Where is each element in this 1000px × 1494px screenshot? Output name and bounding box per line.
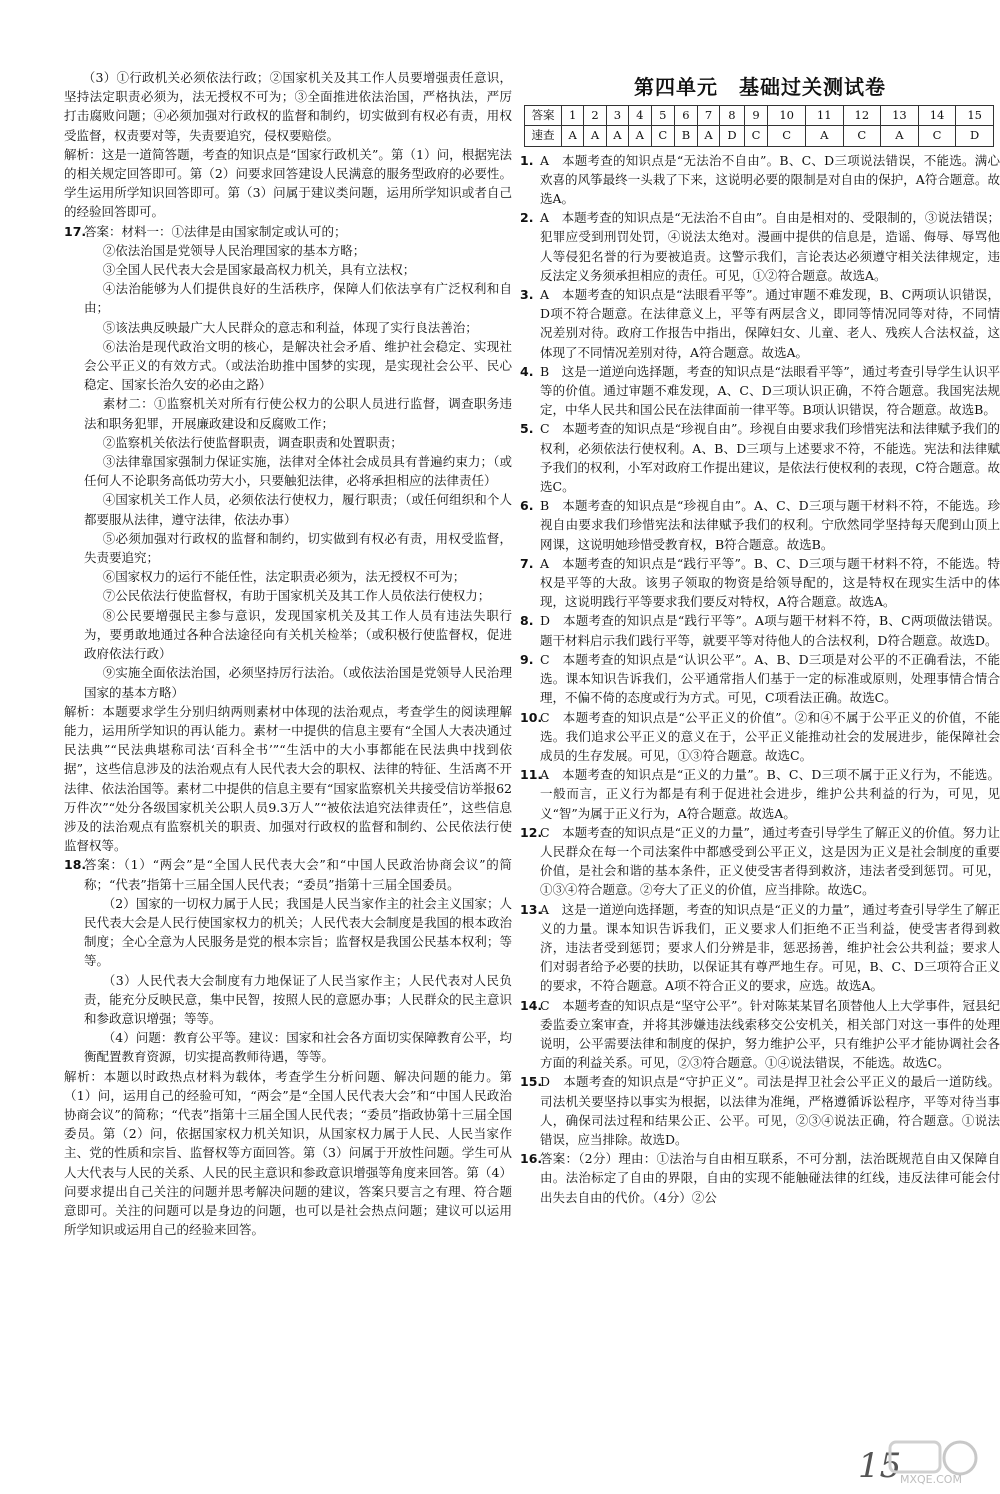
question-18 xyxy=(64,855,512,1066)
item-text: C 本题考查的知识点是“公平正义的价值”。②和④不属于公平正义的价值，不能选。我们追求公平正义的意义在于，公平正义能推动社会的发展进步，能保障社会成员的生存发展。可见，①③符合题意。故选C。 xyxy=(540,709,1000,763)
item-number: 14. xyxy=(520,997,543,1013)
explanation-item xyxy=(520,208,1000,285)
item-text: C 本题考查的知识点是“认识公平”。A、B、D三项是对公平的不正确看法，不能选。课本知识告诉我们，公平通常指人们基于一定的标准或原则，处理事情合情合理，不偏不倚的态度或行为方式。可见，C项看法正确。故选C。 xyxy=(540,651,1000,706)
answer-number: 13 xyxy=(881,106,919,126)
explanation-item xyxy=(520,765,1000,823)
left-column xyxy=(64,68,512,1239)
item-text: A 这是一道逆向选择题，考查的知识点是“正义的力量”，通过考查引导学生了解正义的力量。课本知识告诉我们，正义要求人们拒绝不正当利益，使受害者得到救济，违法者受到惩罚；要求人们分辨是非，惩恶扬善，维护社会公共利益；要求人们对弱者给予必要的扶助，以保证其有尊严地生存。可见，B、C、D三项符合正义的要求，不符合题意。A项不符合正义的要求，应选。故选A。 xyxy=(540,901,1000,994)
item-number: 9. xyxy=(520,651,534,667)
explanation-item xyxy=(520,1149,1000,1207)
explanation-item xyxy=(520,650,1000,708)
answer-number: 14 xyxy=(918,106,956,126)
answer-number: 12 xyxy=(843,106,881,126)
answer-letter: C xyxy=(843,126,881,146)
explanation-item xyxy=(520,996,1000,1073)
explanation-item xyxy=(520,708,1000,766)
unit-title: 第四单元 基础过关测试卷 xyxy=(634,75,886,99)
item-text: C 本题考查的知识点是“珍视自由”。珍视自由要求我们珍惜宪法和法律赋予我们的权利，必须依法行使权利。A、B、D三项与上述要求不符，不能选。宪法和法律赋予我们的权利，小军对政府工作提出建议，是依法行使权利的表现，C符合题意。故选C。 xyxy=(540,421,1000,495)
answer-line: ⑥国家权力的运行不能任性，法定职责必须为，法无授权不可为； xyxy=(102,569,466,585)
answer-line: ⑧公民要增强民主参与意识，发现国家机关及其工作人员有违法失职行为，要勇敢地通过各种合法途径向有关机关检举；（或积极行使监督权，促进政府依法行政） xyxy=(84,607,512,662)
explanation-item xyxy=(520,362,1000,420)
right-column xyxy=(520,68,1000,1207)
answer-explanations xyxy=(520,151,1000,1207)
answer-line: ⑦公民依法行使监督权，有助于国家机关及其工作人员依法行使权力； xyxy=(102,588,491,604)
answer-line: （4）问题：教育公平等。建议：国家和社会各方面切实保障教育公平，均衡配置教育资源，切实提高教师待遇，等等。 xyxy=(84,1030,512,1065)
question-number: 17. xyxy=(64,223,87,239)
explanation-item xyxy=(520,496,1000,554)
item-text: B 这是一道逆向选择题，考查的知识点是“法眼看平等”，通过考查引导学生认识平等的价值。通过审题不难发现，A、C、D三项认识正确，不符合题意。我国宪法规定，中华人民共和国公民在法律面前一律平等。B项认识错误，符合题意。故选B。 xyxy=(540,363,1000,418)
answer-letter: B xyxy=(675,126,698,146)
item-number: 11. xyxy=(520,767,543,783)
answer-letter: A xyxy=(805,126,843,146)
explanation-item xyxy=(520,285,1000,362)
answer-number: 4 xyxy=(629,106,651,126)
item-text: A 本题考查的知识点是“法眼看平等”。通过审题不难发现，B、C两项认识错误，D项不符合题意。在法律意义上，平等有两层含义，即同等情况同等对待，不同情况差别对待。政府工作报告中指出，保障妇女、儿童、老人、残疾人合法权益，这体现了不同情况差别对待，A符合题意。故选A。 xyxy=(540,287,1000,360)
item-text: B 本题考查的知识点是“珍视自由”。A、C、D三项与题干材料不符，不能选。珍视自由要求我们珍惜宪法和法律赋予我们的权利。宁欣然同学坚持每天爬到山顶上网课，这说明她珍惜受教育权，B符合题意。故选B。 xyxy=(540,498,1000,552)
answer-number: 8 xyxy=(720,106,745,126)
answer-table-row-numbers xyxy=(525,106,994,126)
explanation-item xyxy=(520,554,1000,612)
answer-line: 素材二：①监察机关对所有行使公权力的公职人员进行监督，调查职务违法和职务犯罪，开展廉政建设和反腐败工作； xyxy=(84,396,512,431)
item-number: 13. xyxy=(520,901,543,917)
answer-letter: A xyxy=(606,126,628,146)
item-number: 16. xyxy=(520,1151,543,1167)
explanation-item xyxy=(520,419,1000,496)
answer-line: ⑥法治是现代政治文明的核心，是解决社会矛盾、维护社会稳定、实现社会公平正义的有效方式。（或法治助推中国梦的实现，是实现社会公平、民心稳定、国家长治久安的必由之路） xyxy=(84,338,512,393)
answer-table-label: 答案 xyxy=(525,106,562,126)
explanation-item xyxy=(520,823,1000,900)
item-text: 答案：（2分）理由：①法治与自由相互联系，不可分割，法治既规范自由又保障自由。法治标定了自由的界限，自由的实现不能触碰法律的红线，违反法律可能会付出失去自由的代价。（4分）②公 xyxy=(540,1151,1000,1205)
answer-letter: A xyxy=(697,126,719,146)
explanation-item xyxy=(520,900,1000,996)
explanation-item xyxy=(520,611,1000,649)
answer-table xyxy=(524,105,994,146)
answer-number: 9 xyxy=(744,106,768,126)
answer-line: ④国家机关工作人员，必须依法行使权力，履行职责；（或任何组织和个人都要服从法律，遵守法律，依法办事） xyxy=(84,492,512,527)
item-number: 1. xyxy=(520,152,534,168)
answer-letter: C xyxy=(651,126,675,146)
answer-letter: C xyxy=(744,126,768,146)
answer-letter: A xyxy=(584,126,606,146)
item-number: 2. xyxy=(520,210,534,226)
answer-number: 15 xyxy=(956,106,994,126)
answer-line: ④法治能够为人们提供良好的生活秩序，保障人们依法享有广泛权利和自由； xyxy=(84,281,512,316)
answer-line: ⑨实施全面依法治国，必须坚持厉行法治。（或依法治国是党领导人民治理国家的基本方略） xyxy=(84,665,512,700)
item-text: A 本题考查的知识点是“践行平等”。B、C、D三项与题干材料不符，不能选。特权是平等的大敌。该男子领取的物资是给领导配的，这是特权在现实生活中的体现，这说明践行平等要求我们要反对特权，A符合题意。故选A。 xyxy=(540,555,1000,610)
answer-number: 3 xyxy=(606,106,628,126)
question-number: 18. xyxy=(64,857,87,873)
answer-table-row-answers xyxy=(525,126,994,146)
answer-letter: A xyxy=(629,126,651,146)
answer-number: 6 xyxy=(675,106,698,126)
answer-table-label: 速查 xyxy=(525,126,562,146)
answer-letter: D xyxy=(956,126,994,146)
answer-line: 答案：材料一：①法律是由国家制定或认可的； xyxy=(84,223,347,239)
q18-analysis: 解析：本题以时政热点材料为载体，考查学生分析问题、解决问题的能力。第（1）问，运用自己的经验可知，“两会”是“全国人民代表大会”和“中国人民政治协商会议”的简称；“代表”指第十三届全国人民代表；“委员”指政协第十三届全国委员。第（2）问，依据国家权力机关知识，从国家权力属于人民、人民当家作主、党的性质和宗旨、监督权等方面回答。第（3）问属于开放性问题。学生可从人大代表与人民的关系、人民的民主意识和参政意识增强等角度来回答。第（4）问要求提出自己关注的问题并思考解决问题的建议，答案只要言之有理、符合题意即可。关注的问题可以是身边的问题，也可以是社会热点问题；建议可以运用所学知识或运用自己的经验来回答。 xyxy=(64,1068,512,1238)
item-text: C 本题考查的知识点是“坚守公平”。针对陈某某冒名顶替他人上大学事件，冠县纪委监委立案审查，并将其涉嫌违法线索移交公安机关，相关部门对这一事件的处理说明，公平需要法律和制度的保护，努力维护公平，只有维护公平才能协调社会各方面的利益关系。可见，②③符合题意。①④说法错误，不能选。故选C。 xyxy=(540,997,1000,1071)
svg-text:MXQE.COM: MXQE.COM xyxy=(900,1473,962,1486)
item-number: 8. xyxy=(520,613,534,629)
answer-number: 7 xyxy=(697,106,719,126)
page-number: 15 xyxy=(858,1446,902,1486)
item-number: 4. xyxy=(520,363,534,379)
answer-line: ③全国人民代表大会是国家最高权力机关，具有立法权； xyxy=(102,262,416,278)
answer-number: 1 xyxy=(562,106,584,126)
item-number: 15. xyxy=(520,1074,543,1090)
item-number: 6. xyxy=(520,498,534,514)
answer-line: ②依法治国是党领导人民治理国家的基本方略； xyxy=(102,242,366,258)
item-text: A 本题考查的知识点是“正义的力量”。B、C、D三项不属于正义行为，不能选。一般而言，正义行为都是有利于促进社会进步，维护公共利益的行为，可见，见义“智”为属于正义行为，A符合题意。故选A。 xyxy=(540,767,1000,821)
item-text: D 本题考查的知识点是“守护正义”。司法是捍卫社会公平正义的最后一道防线。司法机关要坚持以事实为根据，以法律为准绳，严格遵循诉讼程序，平等对待当事人，确保司法过程和结果公正、公平。可见，②③④说法正确，符合题意。①说法错误，应当排除。故选D。 xyxy=(540,1074,1000,1147)
item-number: 7. xyxy=(520,555,534,571)
item-number: 12. xyxy=(520,824,543,840)
question-17-body xyxy=(84,222,512,702)
answer-letter: A xyxy=(562,126,584,146)
question-18-body xyxy=(84,855,512,1066)
answer-line: ⑤必须加强对行政权的监督和制约，切实做到有权必有责，用权受监督，失责要追究； xyxy=(84,530,512,566)
item-text: C 本题考查的知识点是“正义的力量”，通过考查引导学生了解正义的价值。努力让人民群众在每一个司法案件中都感受到公平正义，这是因为正义是社会制度的重要价值，是社会和谐的基本条件，正义使受害者得到救济，违法者受到惩罚。可见，①③④符合题意。②夸大了正义的价值，应当排除。故选C。 xyxy=(540,824,1000,898)
item-text: A 本题考查的知识点是“无法治不自由”。B、C、D三项说法错误，不能选。满心欢喜的风筝最终一头栽了下来，这说明必要的限制是对自由的保护，A符合题意。故选A。 xyxy=(540,152,1000,207)
q16-analysis: 解析：这是一道简答题，考查的知识点是“国家行政机关”。第（1）问，根据宪法的相关规定回答即可。第（2）问要求回答建设人民满意的服务型政府的必要性。学生运用所学知识回答即可。第（3）问属于建议类问题，运用所学知识或者自己的经验回答即可。 xyxy=(64,146,512,220)
answer-line: ②监察机关依法行使监督职责，调查职责和处置职责； xyxy=(102,434,403,450)
answer-line: ⑤该法典反映最广大人民群众的意志和利益，体现了实行良法善治； xyxy=(102,319,478,335)
answer-number: 5 xyxy=(651,106,675,126)
question-17 xyxy=(64,222,512,702)
answer-number: 11 xyxy=(805,106,843,126)
item-text: D 本题考查的知识点是“践行平等”。A项与题干材料不符，B、C两项做法错误。题干材料启示我们践行平等，就要平等对待他人的合法权利，D符合题意。故选D。 xyxy=(540,613,1000,648)
answer-line: 答案：（1）“两会”是“全国人民代表大会”和“中国人民政治协商会议”的简称；“代表”指第十三届全国人民代表；“委员”指第十三届全国委员。 xyxy=(84,857,512,892)
answer-letter: A xyxy=(881,126,919,146)
answer-number: 10 xyxy=(768,106,806,126)
q17-analysis: 解析：本题要求学生分别归纳两则素材中体现的法治观点，考查学生的阅读理解能力，运用所学知识的再认能力。素材一中提供的信息主要有“全国人大表决通过民法典”“民法典堪称司法‘百科全书’”“生活中的大小事都能在民法典中找到依据”，这些信息涉及的法治观点有人民代表大会的职权、法律的特征、生活离不开法律、依法治国等。素材二中提供的信息主要有“国家监察机关共接受信访举报62万件次”“处分各级国家机关公职人员9.3万人”“被依法追究法律责任”，这些信息涉及的法治观点有监察机关的职责、加强对行政权的监督和制约、公民依法行使监督权等。 xyxy=(64,703,512,854)
explanation-item xyxy=(520,151,1000,209)
answer-letter: D xyxy=(720,126,745,146)
answer-line: （3）人民代表大会制度有力地保证了人民当家作主；人民代表对人民负责，能充分反映民意，集中民智，按照人民的意愿办事；人民群众的民主意识和参政意识增强；等等。 xyxy=(84,972,512,1026)
watermark-logo xyxy=(830,1438,990,1486)
item-number: 5. xyxy=(520,421,534,437)
item-number: 3. xyxy=(520,287,534,303)
answer-letter: C xyxy=(768,126,806,146)
answer-number: 2 xyxy=(584,106,606,126)
answer-line: ③法律靠国家强制力保证实施，法律对全体社会成员具有普遍约束力；（或任何人不论职务高低功劳大小，只要触犯法律，必将承担相应的法律责任） xyxy=(84,454,512,489)
answer-letter: C xyxy=(918,126,956,146)
item-number: 10. xyxy=(520,709,543,725)
q16-part3-answer: （3）①行政机关必须依法行政；②国家机关及其工作人员要增强责任意识，坚持法定职责必须为，法无授权不可为；③全面推进依法治国，严格执法，严厉打击腐败问题；④必须加强对行政权的监督和制约，切实做到有权必有责，用权受监督，权责要对等，失责要追究，侵权要赔偿。 xyxy=(64,70,512,143)
answer-line: （2）国家的一切权力属于人民；我国是人民当家作主的社会主义国家；人民代表大会是人民行使国家权力的机关；人民代表大会制度是我国的根本政治制度；全心全意为人民服务是党的根本宗旨；监督权是我国公民基本权利；等等。 xyxy=(84,895,512,969)
explanation-item xyxy=(520,1072,1000,1149)
item-text: A 本题考查的知识点是“无法治不自由”。自由是相对的、受限制的，③说法错误；犯罪应受到刑罚处罚，④说法太绝对。漫画中提供的信息是，造谣、侮辱、辱骂他人等侵犯名誉的行为要被追责。这警示我们，言论表达必须遵守相关法律规定，违反法定义务须承担相应的责任。可见，①②符合题意。故选A。 xyxy=(540,210,1000,283)
